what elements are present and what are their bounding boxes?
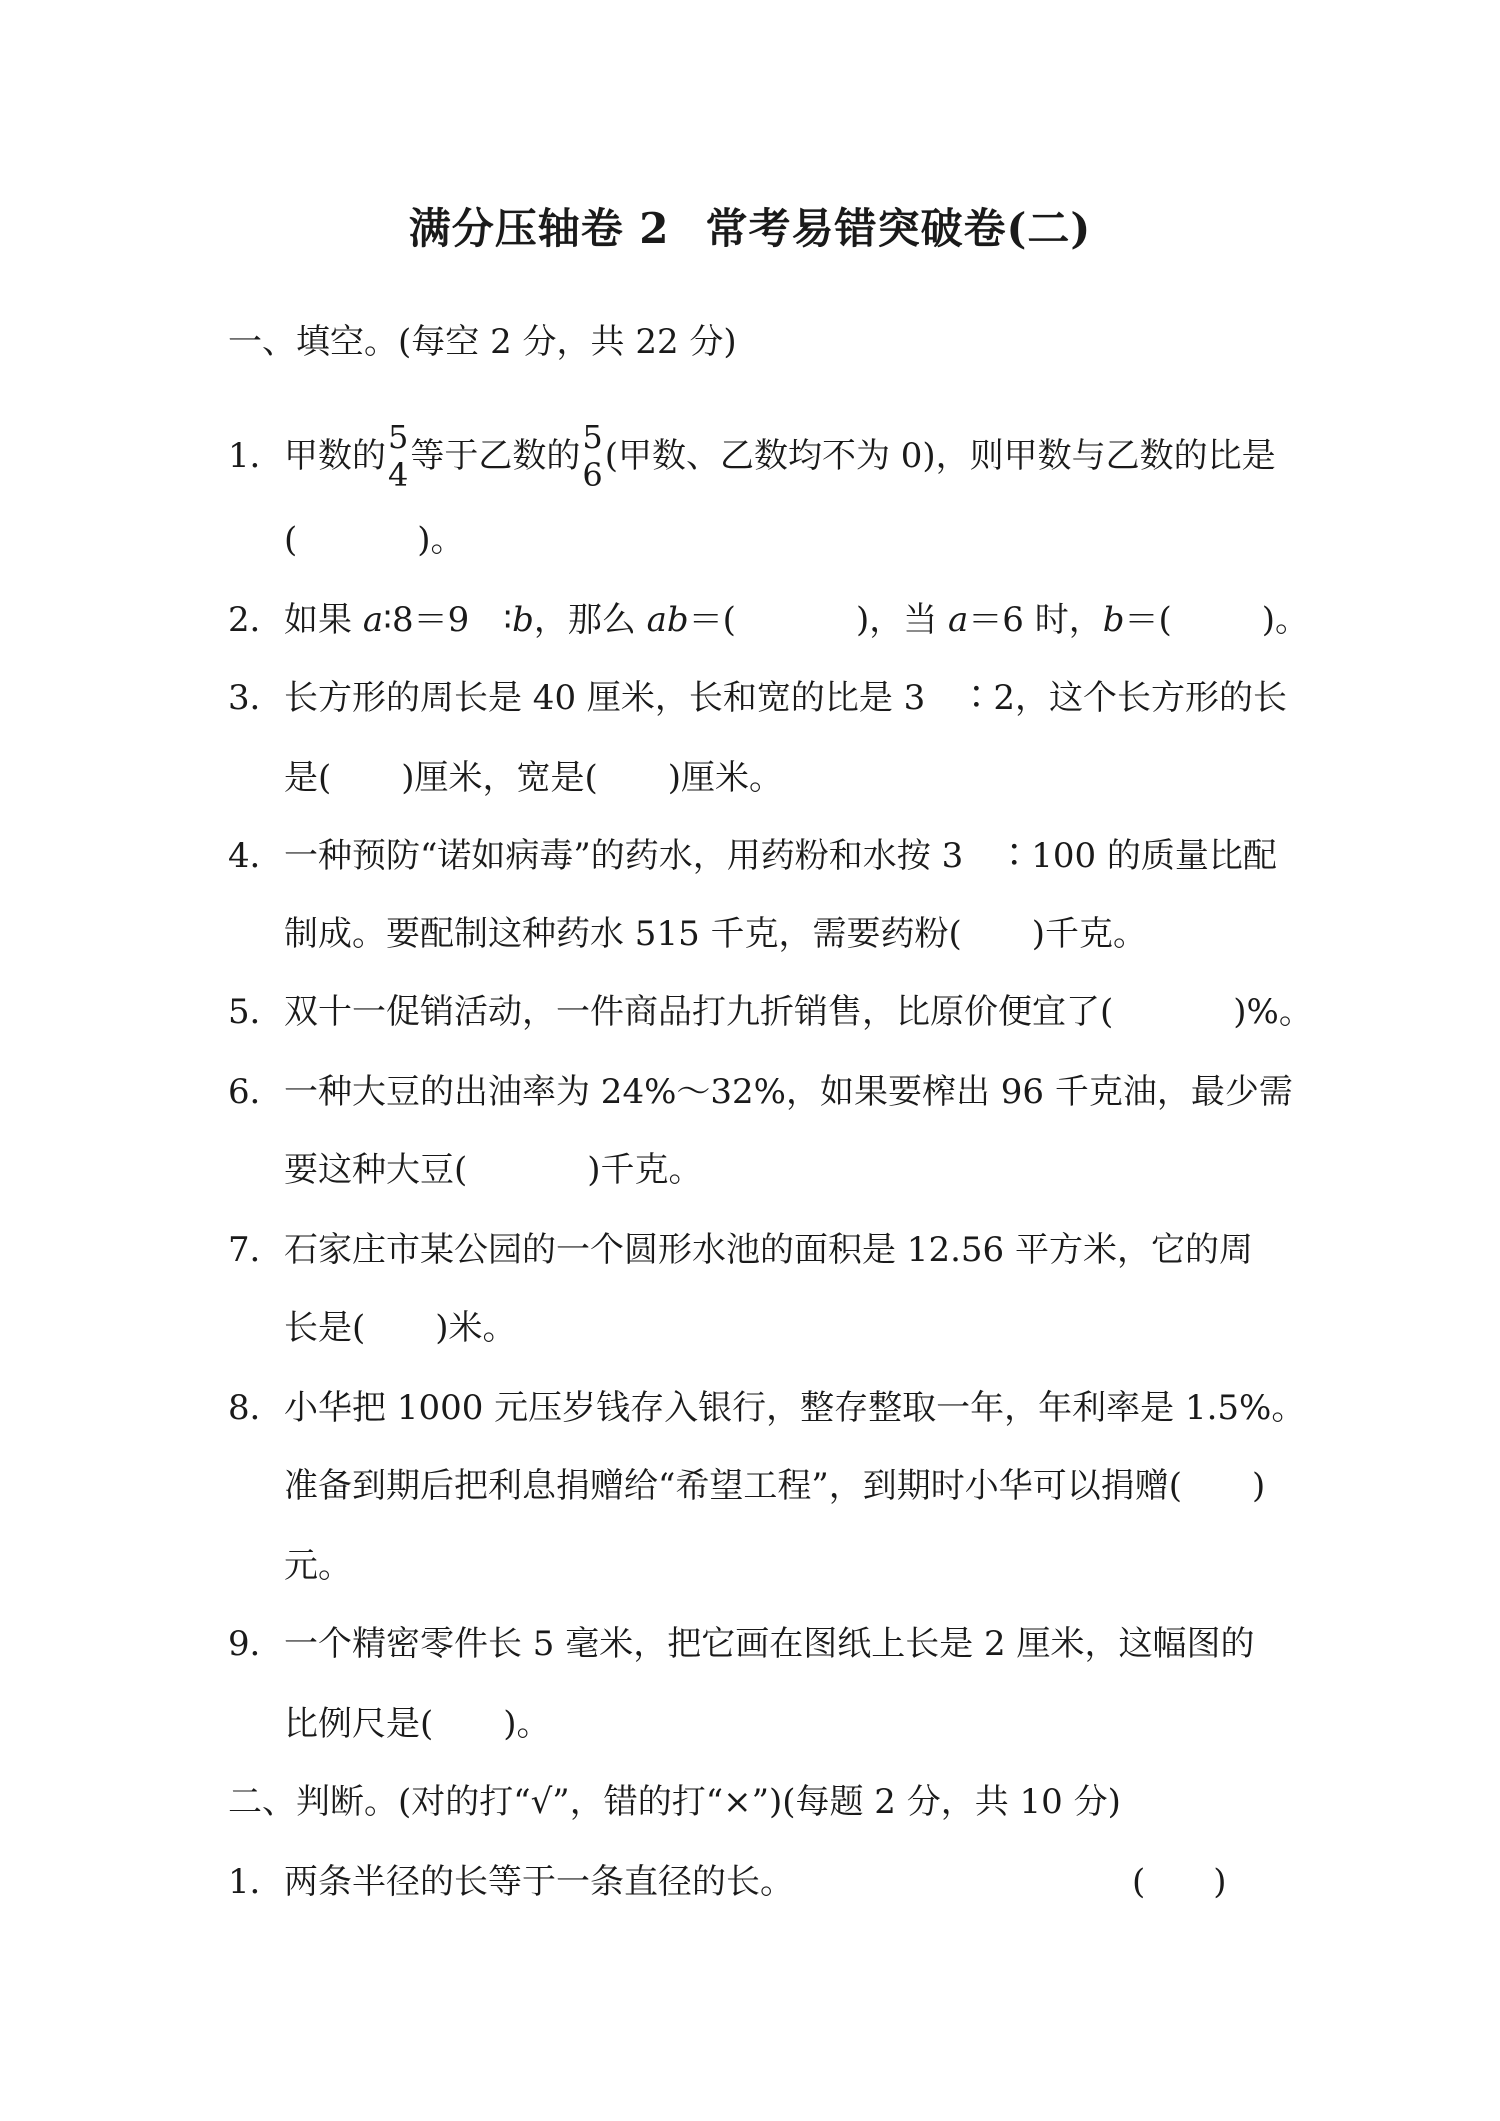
question-text: 制成。要配制这种药水 515 千克，需要药粉(	[284, 914, 962, 954]
question-text: ，那么	[533, 600, 647, 640]
variable-ab: ab	[646, 600, 689, 640]
fraction-five-fourths	[388, 418, 408, 494]
question-1-7-line-1	[228, 1228, 1253, 1272]
question-text: 准备到期后把利息捐赠给“希望工程”，到期时小华可以捐赠(	[284, 1466, 1183, 1506]
question-number: 1．	[228, 436, 284, 476]
question-text: ∶8＝9 ∶	[383, 600, 513, 640]
question-number: 5．	[228, 992, 284, 1032]
question-text: 要这种大豆(	[284, 1150, 468, 1190]
question-1-9-line-1	[228, 1622, 1255, 1666]
question-number: 8．	[228, 1388, 284, 1428]
question-1-1-line-2	[284, 518, 465, 562]
page-title	[0, 196, 1500, 256]
question-number: 2．	[228, 600, 284, 640]
question-text: )千克。	[587, 1150, 703, 1190]
title-part-2: 常考易错突破卷(二)	[705, 204, 1092, 253]
question-text: (甲数、乙数均不为 0)，则甲数与乙数的比是	[604, 436, 1276, 476]
question-number: 7．	[228, 1230, 284, 1270]
question-text: )千克。	[1031, 914, 1148, 954]
question-text: )米。	[435, 1308, 517, 1348]
question-text: ＝(	[688, 600, 736, 640]
fraction-numerator: 5	[388, 418, 409, 456]
question-1-6-line-1	[228, 1070, 1293, 1114]
fraction-five-sixths	[582, 418, 602, 494]
question-text: )厘米，宽是(	[401, 758, 598, 798]
variable-b: b	[512, 600, 534, 640]
question-text: 等于乙数的	[410, 436, 581, 476]
question-1-8-line-1	[228, 1386, 1305, 1430]
question-text: 一种大豆的出油率为 24%～32%，如果要榨出 96 千克油，最少需	[284, 1072, 1293, 1112]
question-number: 4．	[228, 836, 284, 876]
question-1-8-line-3: 元。	[284, 1546, 352, 1586]
question-text: ＝6 时，	[968, 600, 1103, 640]
question-text: ＝(	[1124, 600, 1172, 640]
question-text: 长方形的周长是 40 厘米，长和宽的比是 3 ∶2，这个长方形的长	[284, 678, 1287, 718]
question-number: 1．	[228, 1862, 284, 1902]
question-text: )，当	[855, 600, 949, 640]
question-text: )。	[503, 1704, 551, 1744]
fraction-denominator: 4	[388, 456, 409, 494]
question-text: 一个精密零件长 5 毫米，把它画在图纸上长是 2 厘米，这幅图的	[284, 1624, 1255, 1664]
section-1-heading: 一、填空。(每空 2 分，共 22 分)	[228, 322, 737, 362]
question-1-7-line-2	[284, 1306, 517, 1350]
question-text: 比例尺是(	[284, 1704, 434, 1744]
question-1-9-line-2	[284, 1702, 551, 1746]
judgment-answer-paren[interactable]: ( )	[1132, 1862, 1227, 1902]
question-text: 长是(	[284, 1308, 366, 1348]
question-1-5	[228, 990, 1313, 1034]
blank-open: (	[284, 520, 298, 560]
question-text: )厘米。	[667, 758, 784, 798]
question-text: )	[1252, 1466, 1266, 1506]
question-text: 石家庄市某公园的一个圆形水池的面积是 12.56 平方米，它的周	[284, 1230, 1253, 1270]
fraction-denominator: 6	[582, 456, 603, 494]
question-text: 两条半径的长等于一条直径的长。	[284, 1862, 794, 1902]
question-text: 是(	[284, 758, 332, 798]
blank-close: )。	[417, 520, 465, 560]
question-number: 3．	[228, 678, 284, 718]
question-number: 9．	[228, 1624, 284, 1664]
question-text: )%。	[1233, 992, 1313, 1032]
question-text: 小华把 1000 元压岁钱存入银行，整存整取一年，年利率是 1.5%。	[284, 1388, 1306, 1428]
question-1-3-line-2	[284, 756, 783, 800]
question-1-1-line-1	[228, 420, 1276, 496]
question-1-2	[228, 598, 1309, 642]
question-1-6-line-2	[284, 1148, 703, 1192]
variable-b: b	[1102, 600, 1125, 640]
question-1-3-line-1	[228, 676, 1287, 720]
question-1-8-line-2	[284, 1464, 1265, 1508]
question-1-4-line-1	[228, 834, 1277, 878]
section-2-heading: 二、判断。(对的打“√”，错的打“×”)(每题 2 分，共 10 分)	[228, 1782, 1121, 1822]
question-1-4-line-2	[284, 912, 1147, 956]
question-text: 双十一促销活动，一件商品打九折销售，比原价便宜了(	[284, 992, 1114, 1032]
question-text: 一种预防“诺如病毒”的药水，用药粉和水按 3 ∶100 的质量比配	[284, 836, 1277, 876]
question-text: 如果	[284, 600, 363, 640]
question-number: 6．	[228, 1072, 284, 1112]
variable-a: a	[362, 600, 384, 640]
title-part-1: 满分压轴卷 2	[408, 204, 670, 253]
question-text: 甲数的	[284, 436, 386, 476]
question-text: )。	[1261, 600, 1310, 640]
fraction-numerator: 5	[582, 418, 603, 456]
variable-a: a	[948, 600, 969, 640]
